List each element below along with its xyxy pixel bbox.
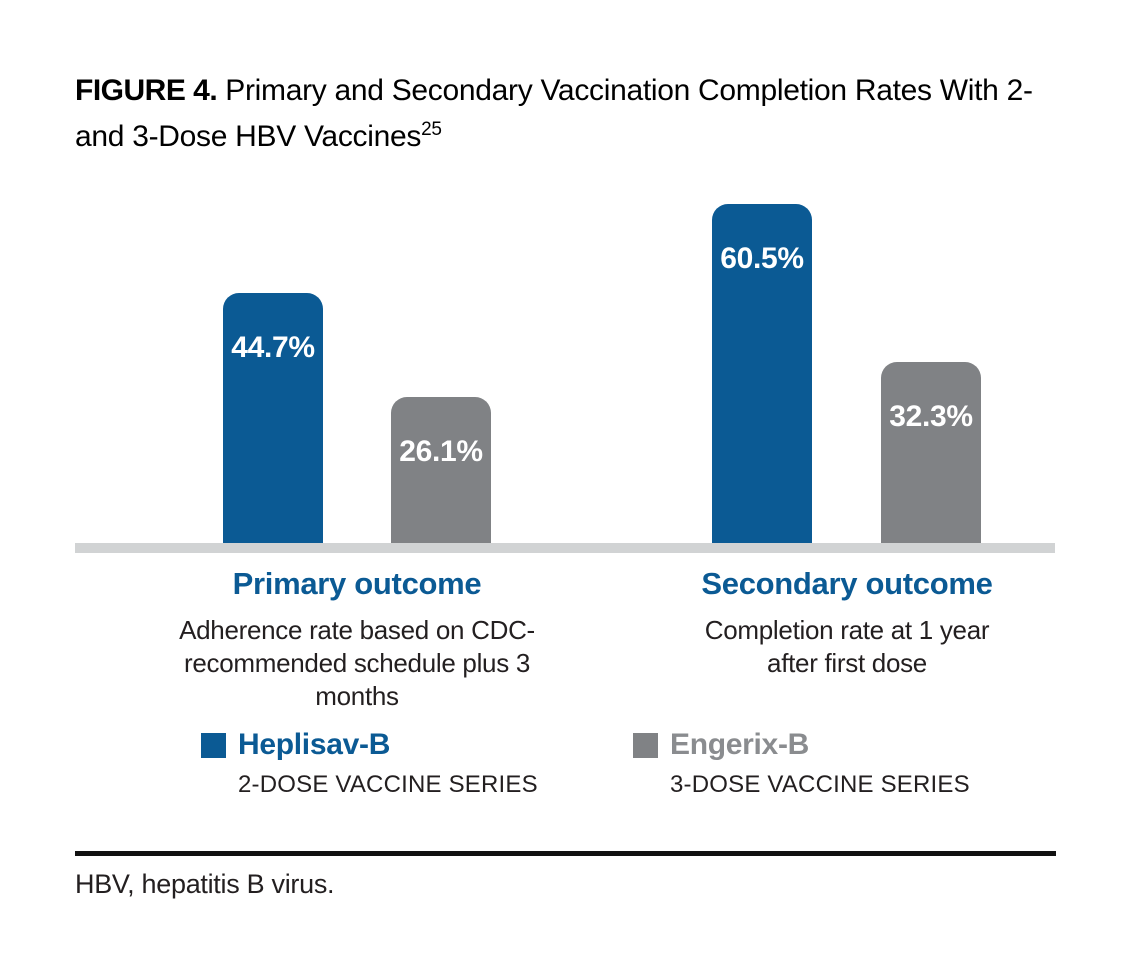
category-secondary-outcome [637, 566, 1057, 680]
legend-series-name: Engerix-B [670, 728, 809, 761]
category-subtitle-line: after first dose [767, 648, 927, 678]
footnote-text: HBV, hepatitis B virus. [75, 869, 335, 899]
figure-title [75, 68, 1060, 160]
footnote-divider [75, 851, 1056, 856]
legend-swatch-gray-icon [633, 733, 658, 758]
figure-title-text: Primary and Secondary Vaccination Completion Rates With 2- and 3-Dose HBV Vaccines [75, 74, 1033, 153]
category-title: Secondary outcome [701, 566, 993, 601]
figure-reference-superscript: 25 [421, 119, 442, 140]
category-primary-outcome [147, 566, 567, 713]
legend-series-description: 2-DOSE VACCINE SERIES [238, 771, 538, 798]
legend-series-description: 3-DOSE VACCINE SERIES [670, 771, 970, 798]
bar-value-label: 60.5% [720, 242, 804, 275]
legend-item-engerix [633, 728, 970, 799]
legend-swatch-blue-icon [201, 733, 226, 758]
figure-label: FIGURE 4. [75, 74, 218, 107]
legend-item-heplisav [201, 728, 538, 799]
category-title: Primary outcome [232, 566, 482, 601]
legend-series-name: Heplisav-B [238, 728, 391, 761]
category-subtitle-line: Completion rate at 1 year [704, 615, 990, 645]
category-subtitle [147, 614, 567, 713]
category-subtitle-line: recommended schedule plus 3 months [184, 648, 530, 711]
bar-engerix-primary [391, 397, 491, 543]
bar-heplisav-primary [223, 293, 323, 543]
bar-value-label: 26.1% [399, 435, 483, 468]
x-axis-baseline [75, 543, 1055, 553]
bar-heplisav-secondary [712, 204, 812, 543]
category-subtitle [637, 614, 1057, 680]
bar-engerix-secondary [881, 362, 981, 543]
bar-value-label: 32.3% [889, 400, 973, 433]
bar-value-label: 44.7% [231, 331, 315, 364]
category-subtitle-line: Adherence rate based on CDC- [179, 615, 535, 645]
